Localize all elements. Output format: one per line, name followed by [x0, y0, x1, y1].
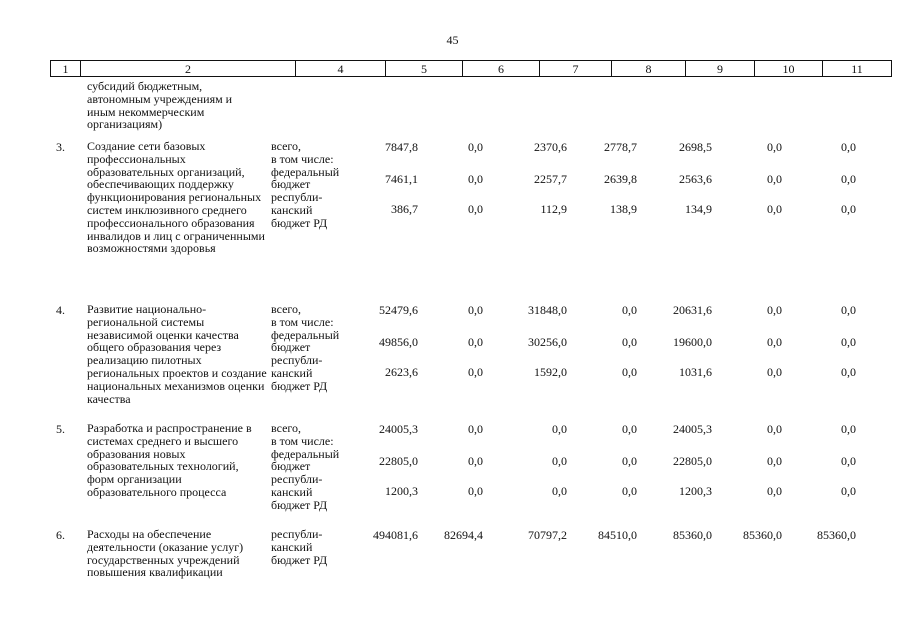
value-cell: 0,0 — [767, 422, 782, 436]
label-federal: федеральный — [271, 327, 340, 342]
col-header-4: 4 — [296, 61, 386, 77]
col-header-1: 1 — [51, 61, 81, 77]
value-cell: 0,0 — [767, 365, 782, 379]
value-cell: 24005,3 — [673, 422, 712, 436]
value-cell: 0,0 — [468, 140, 483, 154]
label-budget-rd: бюджет РД — [271, 552, 328, 567]
value-cell: 52479,6 — [379, 303, 418, 317]
value-cell: 0,0 — [468, 454, 483, 468]
value-cell: 22805,0 — [673, 454, 712, 468]
value-cell: 112,9 — [540, 202, 567, 216]
value-cell: 2257,7 — [534, 172, 567, 186]
value-cell: 0,0 — [767, 303, 782, 317]
value-cell: 0,0 — [468, 202, 483, 216]
label-budget: бюджет — [271, 459, 311, 474]
label-including: в том числе: — [271, 433, 334, 448]
value-cell: 0,0 — [622, 365, 637, 379]
row-description: Разработка и распространение в системах среднего и высшего образования новых образовательных технологий, форм организации образовательного процесса — [87, 421, 252, 499]
label-budget-rd: бюджет РД — [271, 215, 328, 230]
value-cell: 2370,6 — [534, 140, 567, 154]
value-cell: 7847,8 — [385, 140, 418, 154]
col-header-8: 8 — [612, 61, 686, 77]
row-number: 5. — [56, 422, 65, 436]
col-header-10: 10 — [755, 61, 823, 77]
value-cell: 20631,6 — [673, 303, 712, 317]
value-cell: 0,0 — [841, 140, 856, 154]
label-republic: республи- — [271, 472, 323, 487]
row-description: Создание сети базовых профессиональных образовательных организаций, обеспечивающих поддержку функционирования региональных систем инклюзивного среднего профессионального образования инвалидов и лиц с ограниченными возможностями здоровья — [87, 139, 265, 256]
col-header-9: 9 — [686, 61, 755, 77]
col-header-2: 2 — [81, 61, 296, 77]
value-cell: 30256,0 — [528, 335, 567, 349]
value-cell: 0,0 — [622, 484, 637, 498]
value-cell: 70797,2 — [528, 528, 567, 542]
value-cell: 2563,6 — [679, 172, 712, 186]
label-republic-2: канский — [271, 484, 313, 499]
value-cell: 0,0 — [767, 335, 782, 349]
label-republic-2: канский — [271, 202, 313, 217]
value-cell: 0,0 — [841, 484, 856, 498]
value-cell: 1592,0 — [534, 365, 567, 379]
value-cell: 0,0 — [841, 335, 856, 349]
value-cell: 0,0 — [622, 335, 637, 349]
value-cell: 0,0 — [622, 303, 637, 317]
value-cell: 2778,7 — [604, 140, 637, 154]
value-cell: 1031,6 — [679, 365, 712, 379]
value-cell: 0,0 — [468, 422, 483, 436]
value-cell: 0,0 — [552, 454, 567, 468]
row-description: Расходы на обеспечение деятельности (оказание услуг) государственных учреждений повышения квалификации — [87, 527, 244, 580]
col-header-7: 7 — [540, 61, 612, 77]
label-budget-rd: бюджет РД — [271, 378, 328, 393]
label-budget: бюджет — [271, 177, 311, 192]
value-cell: 0,0 — [767, 172, 782, 186]
value-cell: 0,0 — [841, 365, 856, 379]
value-cell: 19600,0 — [673, 335, 712, 349]
row-number: 6. — [56, 528, 65, 542]
column-header-row — [50, 60, 892, 77]
value-cell: 0,0 — [841, 172, 856, 186]
value-cell: 494081,6 — [373, 528, 418, 542]
value-cell: 1200,3 — [679, 484, 712, 498]
value-cell: 0,0 — [468, 484, 483, 498]
value-cell: 0,0 — [841, 422, 856, 436]
value-cell: 0,0 — [767, 454, 782, 468]
value-cell: 31848,0 — [528, 303, 567, 317]
value-cell: 0,0 — [767, 140, 782, 154]
col-header-5: 5 — [386, 61, 463, 77]
value-cell: 85360,0 — [817, 528, 856, 542]
value-cell: 0,0 — [767, 484, 782, 498]
value-cell: 0,0 — [622, 454, 637, 468]
value-cell: 2639,8 — [604, 172, 637, 186]
continuation-text: субсидий бюджетным, автономным учреждениям и иным некоммерческим организациям) — [87, 79, 233, 132]
value-cell: 0,0 — [552, 484, 567, 498]
label-total: всего, — [271, 139, 302, 153]
page-number: 45 — [446, 33, 459, 47]
value-cell: 0,0 — [468, 365, 483, 379]
value-cell: 85360,0 — [673, 528, 712, 542]
label-including: в том числе: — [271, 151, 334, 166]
value-cell: 22805,0 — [379, 454, 418, 468]
label-federal: федеральный — [271, 446, 340, 461]
row-description: Развитие национально-региональной системы независимой оценки качества общего образования через реализацию пилотных региональных проектов и создание национальных механизмов оценки качества — [87, 302, 267, 406]
value-cell: 82694,4 — [444, 528, 483, 542]
value-cell: 0,0 — [622, 422, 637, 436]
value-cell: 2623,6 — [385, 365, 418, 379]
row-number: 4. — [56, 303, 65, 317]
col-header-6: 6 — [463, 61, 540, 77]
value-cell: 0,0 — [468, 335, 483, 349]
value-cell: 85360,0 — [743, 528, 782, 542]
value-cell: 24005,3 — [379, 422, 418, 436]
value-cell: 138,9 — [610, 202, 637, 216]
value-cell: 0,0 — [552, 422, 567, 436]
label-republic: республи- — [271, 353, 323, 368]
value-cell: 49856,0 — [379, 335, 418, 349]
label-republic: республи- — [271, 527, 323, 541]
value-cell: 0,0 — [841, 303, 856, 317]
value-cell: 84510,0 — [598, 528, 637, 542]
label-total: всего, — [271, 302, 302, 316]
value-cell: 386,7 — [391, 202, 418, 216]
label-including: в том числе: — [271, 314, 334, 329]
value-cell: 0,0 — [468, 303, 483, 317]
value-cell: 134,9 — [685, 202, 712, 216]
value-cell: 0,0 — [841, 454, 856, 468]
value-cell: 0,0 — [767, 202, 782, 216]
label-budget: бюджет — [271, 340, 311, 355]
value-cell: 0,0 — [841, 202, 856, 216]
label-republic-2: канский — [271, 539, 313, 554]
value-cell: 7461,1 — [385, 172, 418, 186]
label-republic: республи- — [271, 190, 323, 205]
label-budget-rd: бюджет РД — [271, 497, 328, 512]
row-number: 3. — [56, 140, 65, 154]
col-header-11: 11 — [823, 61, 892, 77]
label-total: всего, — [271, 421, 302, 435]
label-federal: федеральный — [271, 164, 340, 179]
value-cell: 2698,5 — [679, 140, 712, 154]
value-cell: 0,0 — [468, 172, 483, 186]
value-cell: 1200,3 — [385, 484, 418, 498]
label-republic-2: канский — [271, 365, 313, 380]
